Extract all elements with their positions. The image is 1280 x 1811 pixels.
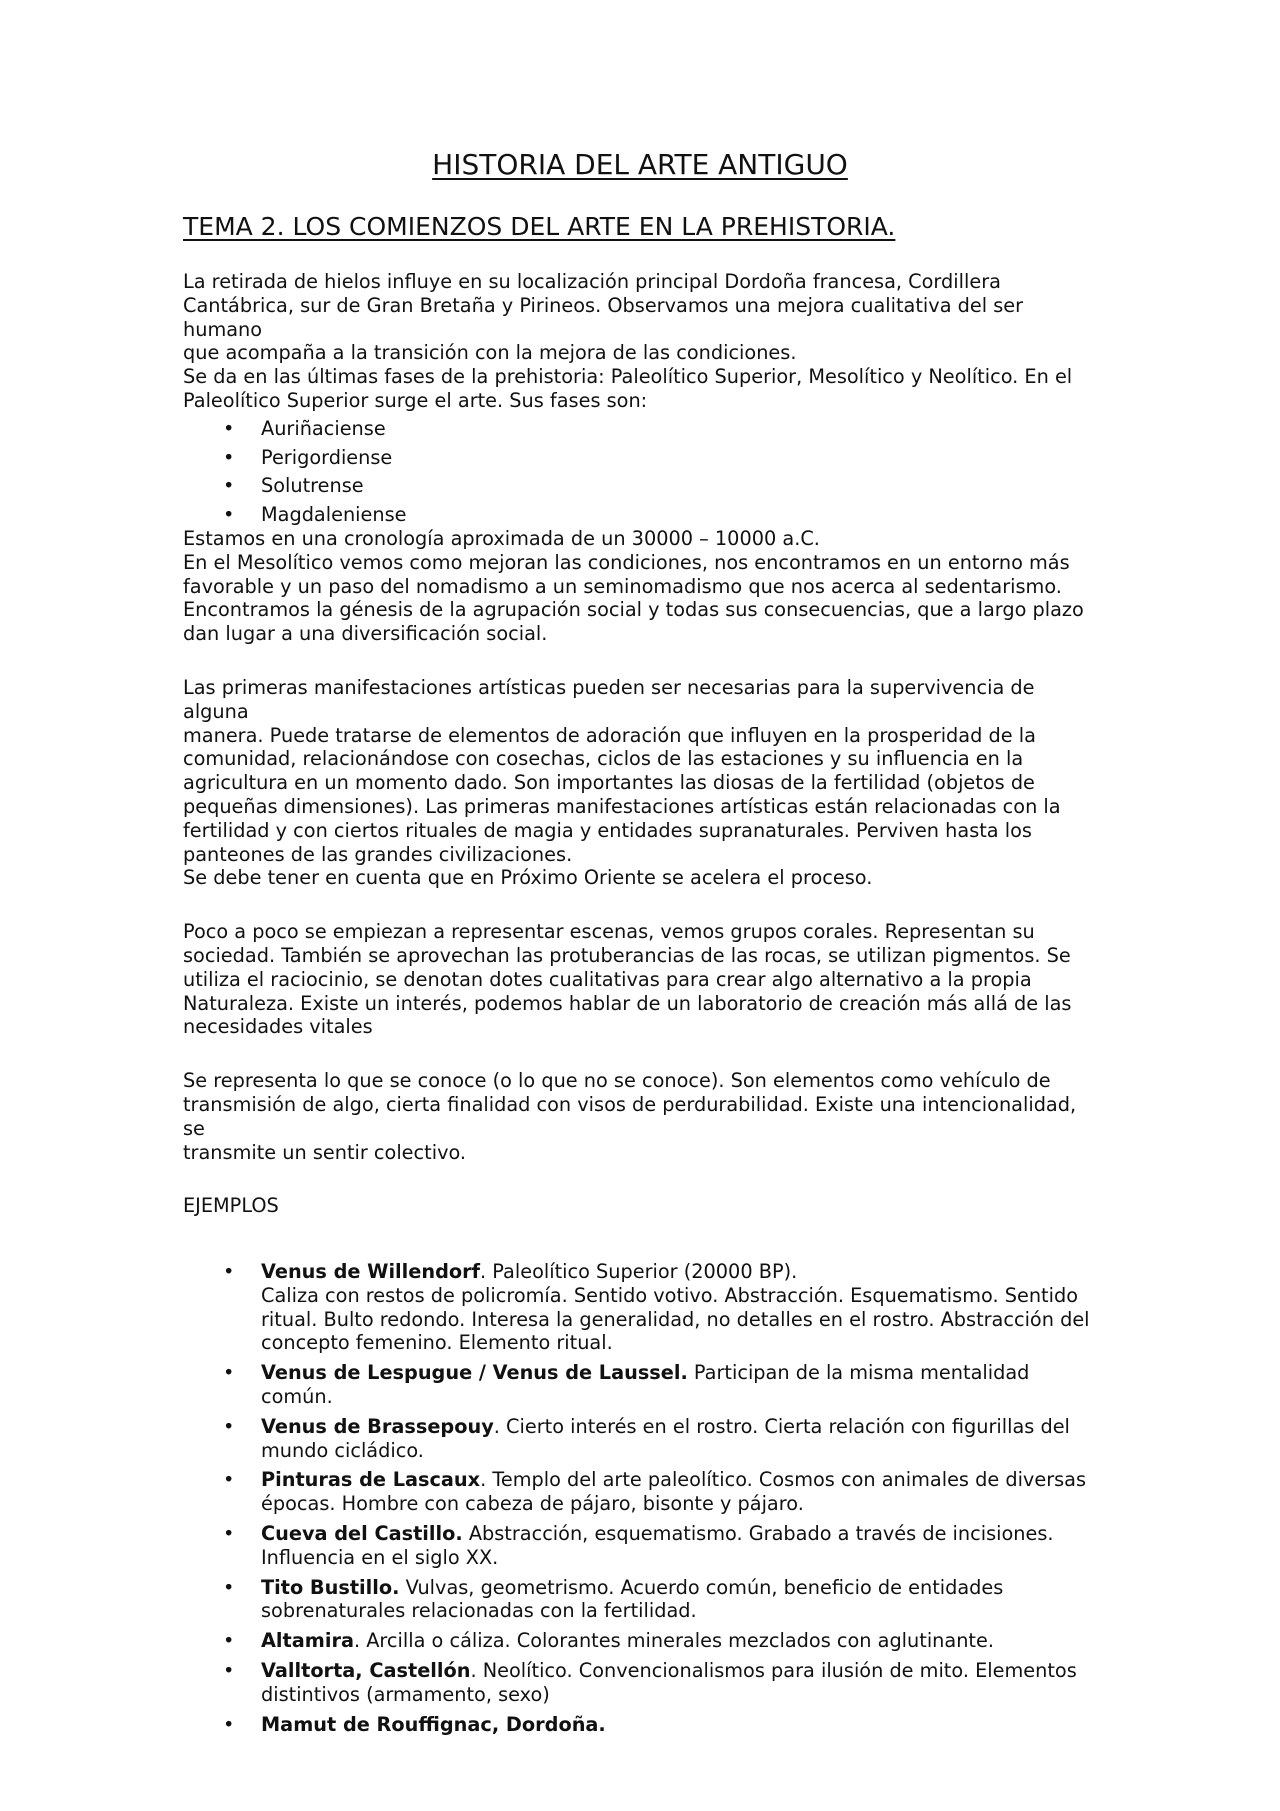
example-text: Vulvas, geometrismo. Acuerdo común, beneficio de entidades sobrenaturales relacionadas con la fertilidad. <box>261 1575 1004 1623</box>
example-text: , Dordoña. <box>491 1712 606 1736</box>
example-name: Venus de Lespugue / Venus de Laussel. <box>261 1361 688 1385</box>
example-text: . Templo del arte paleolítico. Cosmos con animales de diversas épocas. Hombre con cabeza de pájaro, bisonte y pájaro. <box>261 1468 1087 1516</box>
list-item-example <box>183 1522 1103 1570</box>
list-item-phase: • Perigordiense <box>183 446 1103 470</box>
list-item-example <box>183 1260 1103 1355</box>
list-item-phase: • Solutrense <box>183 474 1103 498</box>
list-item-example <box>183 1415 1103 1463</box>
example-name: Valltorta, Castellón <box>261 1659 471 1683</box>
example-text: . Neolítico. Convencionalismos para ilusión de mito. Elementos distintivos (armamento, sexo) <box>261 1659 1077 1706</box>
list-item-example <box>183 1468 1103 1516</box>
list-item-example <box>183 1361 1103 1409</box>
list-item-example <box>183 1659 1103 1707</box>
intro-paragraph-1: La retirada de hielos influye en su localización principal Dordoña francesa, Cordillera Cantábrica, sur de Gran Bretaña y Pirineos. Observamos una mejora cualitativa del ser humano que acompaña a la transición con la mejora de las condiciones. Se da en las últimas fases de la prehistoria: Paleolítico Superior, Mesolítico y Neolítico. En el Paleolítico Superior surge el arte. Sus fases son: <box>183 270 1073 412</box>
paragraph-manifestaciones: Las primeras manifestaciones artísticas pueden ser necesarias para la supervivencia de alguna manera. Puede tratarse de elementos de adoración que influyen en la prosperidad de la comunidad, relacionándose con cosechas, ciclos de las estaciones y su influencia en la agricultura en un momento dado. Son importantes las diosas de la fertilidad (objetos de pequeñas dimensiones). Las primeras manifestaciones artísticas están relacionadas con la fertilidad y con ciertos rituales de magia y entidades supranaturales. Perviven hasta los panteones de las grandes civilizaciones. Se debe tener en cuenta que en Próximo Oriente se acelera el proceso. <box>183 675 1061 890</box>
list-item-example <box>183 1629 1103 1653</box>
example-name: Mamut de Rouffignac <box>261 1712 492 1736</box>
example-text: . Arcilla o cáliza. Colorantes minerales mezclados con aglutinante. <box>353 1629 994 1653</box>
paragraph-representa: Se representa lo que se conoce (o lo que no se conoce). Son elementos como vehículo de transmisión de algo, cierta finalidad con visos de perdurabilidad. Existe una intencionalidad, se transmite un sentir colectivo. <box>183 1069 1077 1164</box>
example-text: . Cierto interés en el rostro. Cierta relación con figurillas del mundo cicládico. <box>261 1414 1070 1462</box>
intro-paragraph-2: Estamos en una cronología aproximada de un 30000 – 10000 a.C. En el Mesolítico vemos como mejoran las condiciones, nos encontramos en un entorno más favorable y un paso del nomadismo a un seminomadismo que nos acerca al sedentarismo. Encontramos la génesis de la agrupación social y todas sus consecuencias, que a largo plazo dan lugar a una diversificación social. <box>183 526 1084 646</box>
list-item-phase: • Magdaleniense <box>183 503 1103 527</box>
example-text: Participan de la misma mentalidad común. <box>261 1361 1030 1409</box>
phases-list <box>183 417 1103 527</box>
list-item-phase: • Auriñaciense <box>183 417 1103 441</box>
list-item-example <box>183 1576 1103 1624</box>
paragraph-escenas: Poco a poco se empiezan a representar escenas, vemos grupos corales. Representan su sociedad. También se aprovechan las protuberancias de las rocas, se utilizan pigmentos. Se utiliza el raciocinio, se denotan dotes cualitativas para crear algo alternativo a la propia Naturaleza. Existe un interés, podemos hablar de un laboratorio de creación más allá de las necesidades vitales <box>183 920 1072 1039</box>
example-name: Tito Bustillo. <box>261 1575 400 1599</box>
document-body <box>183 270 1103 1742</box>
example-text: . Paleolítico Superior (20000 BP). Caliza con restos de policromía. Sentido votivo. Abstracción. Esquematismo. Sentido ritual. Bulto redondo. Interesa la generalidad, no detalles en el rostro. Abstracción del concepto femenino. Elemento ritual. <box>261 1260 1090 1355</box>
examples-heading: EJEMPLOS <box>183 1194 279 1218</box>
examples-list <box>183 1260 1103 1736</box>
example-name: Pinturas de Lascaux <box>261 1468 481 1492</box>
document-title <box>0 148 1280 182</box>
example-name: Venus de Brassepouy <box>261 1414 494 1438</box>
document-title-text: HISTORIA DEL ARTE ANTIGUO <box>432 148 848 181</box>
example-text: Abstracción, esquematismo. Grabado a través de incisiones. Influencia en el siglo XX. <box>261 1522 1054 1569</box>
example-name: Altamira <box>261 1629 354 1653</box>
document-subtitle: TEMA 2. LOS COMIENZOS DEL ARTE EN LA PREHISTORIA. <box>183 212 896 241</box>
example-name: Cueva del Castillo. <box>261 1522 463 1546</box>
example-name: Venus de Willendorf <box>261 1260 481 1284</box>
list-item-example <box>183 1713 1103 1737</box>
